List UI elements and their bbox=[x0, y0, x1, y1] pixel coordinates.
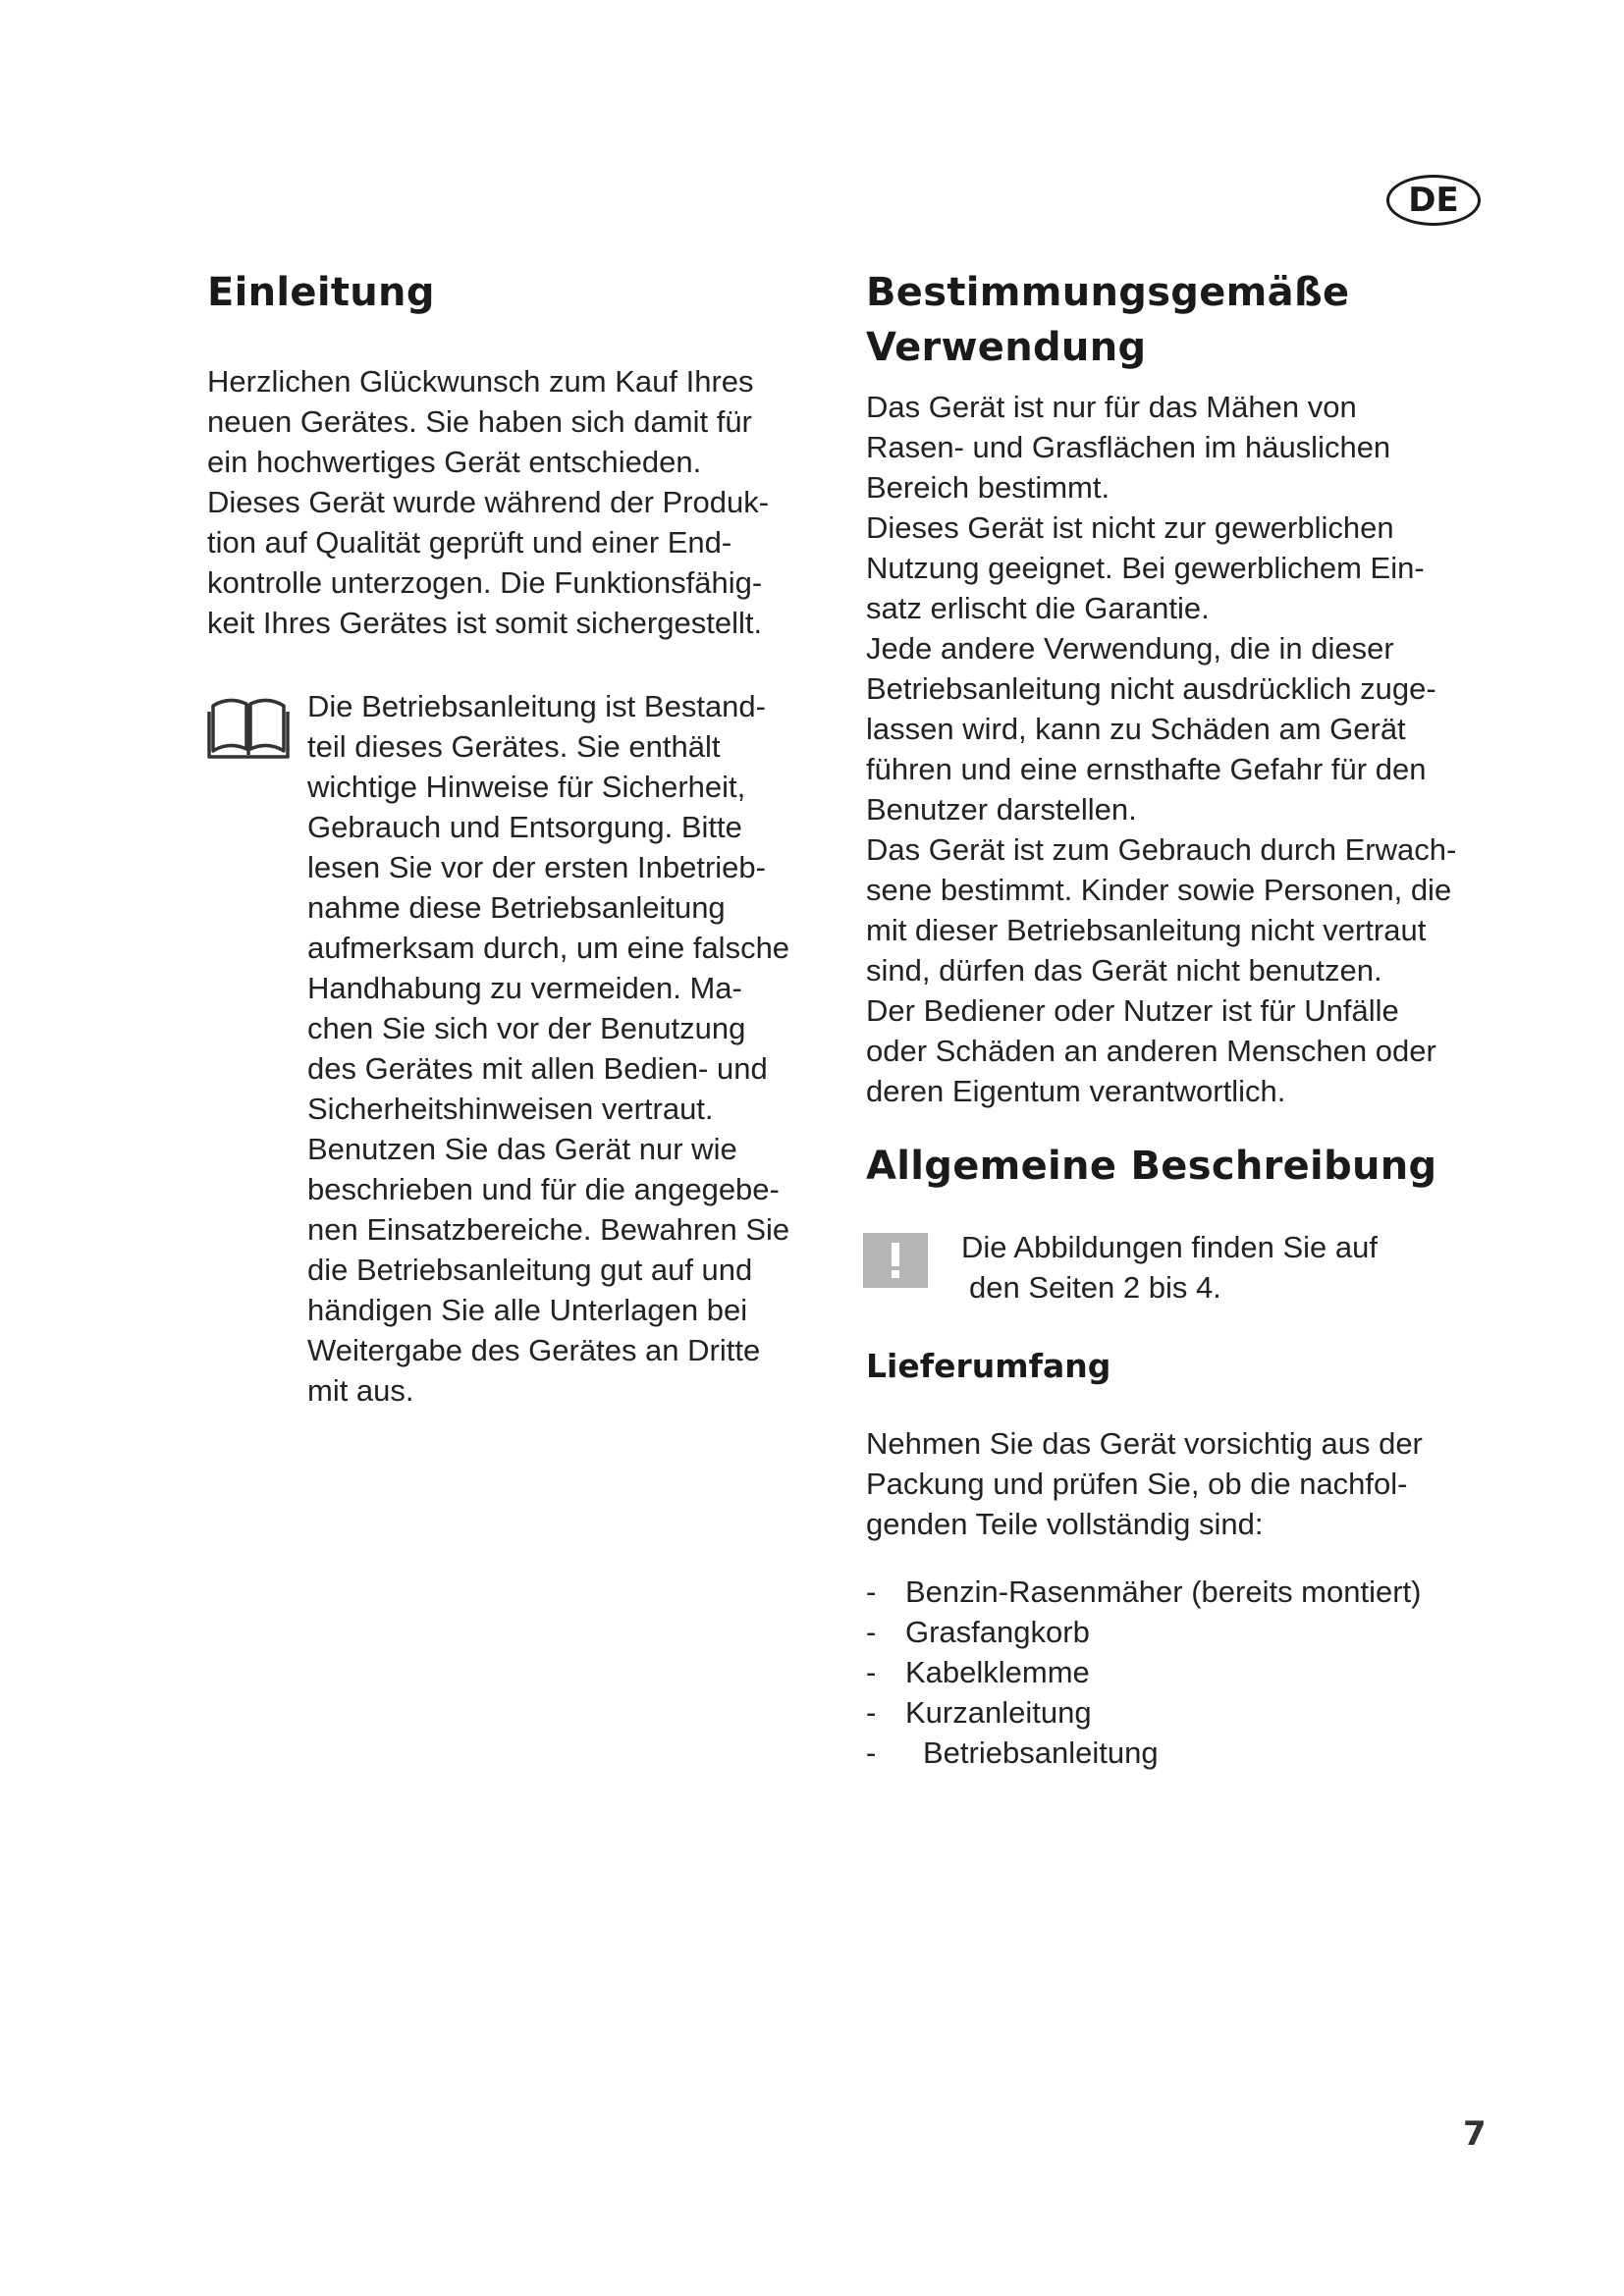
text-line: keit Ihres Gerätes ist somit sichergestellt. bbox=[207, 606, 763, 640]
text-line: mit dieser Betriebsanleitung nicht vertraut bbox=[866, 913, 1427, 947]
heading-line: Bestimmungsgemäße bbox=[866, 270, 1350, 315]
text-line: neuen Gerätes. Sie haben sich damit für bbox=[207, 404, 752, 439]
figures-note bbox=[866, 1227, 1494, 1308]
text-line: Benutzer darstellen. bbox=[866, 792, 1137, 827]
text-line: teil dieses Gerätes. Sie enthält bbox=[307, 729, 721, 764]
intro-paragraph bbox=[207, 361, 836, 643]
list-item-label: Grasfangkorb bbox=[905, 1615, 1090, 1649]
text-line: des Gerätes mit allen Bedien- und bbox=[307, 1051, 768, 1086]
text-line: chen Sie sich vor der Benutzung bbox=[307, 1011, 746, 1045]
list-dash: - bbox=[866, 1655, 877, 1689]
text-line: Jede andere Verwendung, die in dieser bbox=[866, 631, 1394, 666]
text-line: sind, dürfen das Gerät nicht benutzen. bbox=[866, 953, 1382, 988]
heading-line: Verwendung bbox=[866, 325, 1147, 370]
text-line: kontrolle unterzogen. Die Funktionsfähig- bbox=[207, 565, 763, 600]
list-item-label: Kurzanleitung bbox=[905, 1695, 1092, 1730]
manual-note bbox=[207, 686, 836, 1411]
right-column bbox=[866, 265, 1494, 1773]
usage-paragraph bbox=[866, 387, 1494, 1111]
text-line: Dieses Gerät ist nicht zur gewerblichen bbox=[866, 510, 1394, 545]
heading-lieferumfang: Lieferumfang bbox=[866, 1347, 1111, 1385]
text-line: Rasen- und Grasflächen im häuslichen bbox=[866, 430, 1391, 464]
text-line: genden Teile vollständig sind: bbox=[866, 1507, 1264, 1541]
text-line: satz erlischt die Garantie. bbox=[866, 591, 1210, 625]
text-line: Handhabung zu vermeiden. Ma- bbox=[307, 971, 742, 1005]
list-item-label: Betriebsanleitung bbox=[923, 1735, 1159, 1770]
text-line: nen Einsatzbereiche. Bewahren Sie bbox=[307, 1212, 790, 1247]
left-column bbox=[207, 265, 836, 1411]
text-line: nahme diese Betriebsanleitung bbox=[307, 890, 726, 925]
list-item bbox=[866, 1733, 1494, 1773]
text-line: führen und eine ernsthafte Gefahr für den bbox=[866, 752, 1427, 786]
text-line: lesen Sie vor der ersten Inbetrieb- bbox=[307, 850, 766, 884]
text-line: Das Gerät ist nur für das Mähen von bbox=[866, 390, 1357, 424]
text-line: Bereich bestimmt. bbox=[866, 470, 1110, 505]
list-item-label: Kabelklemme bbox=[905, 1655, 1090, 1689]
text-line: Nehmen Sie das Gerät vorsichtig aus der bbox=[866, 1426, 1423, 1461]
text-line: Weitergabe des Gerätes an Dritte bbox=[307, 1333, 761, 1367]
text-line: Sicherheitshinweisen vertraut. bbox=[307, 1092, 714, 1126]
language-badge: DE bbox=[1386, 175, 1481, 226]
heading-einleitung: Einleitung bbox=[207, 270, 435, 315]
text-line: die Betriebsanleitung gut auf und bbox=[307, 1253, 753, 1287]
text-line: händigen Sie alle Unterlagen bei bbox=[307, 1293, 748, 1327]
text-line: Packung und prüfen Sie, ob die nachfol- bbox=[866, 1467, 1408, 1501]
list-item bbox=[866, 1692, 1494, 1733]
exclamation-icon bbox=[863, 1233, 928, 1288]
text-line: Dieses Gerät wurde während der Produk- bbox=[207, 485, 770, 519]
text-line: Die Abbildungen finden Sie auf bbox=[961, 1230, 1378, 1264]
list-dash: - bbox=[866, 1735, 877, 1770]
text-line: Nutzung geeignet. Bei gewerblichem Ein- bbox=[866, 551, 1425, 585]
list-dash: - bbox=[866, 1615, 877, 1649]
text-line: den Seiten 2 bis 4. bbox=[969, 1270, 1221, 1305]
page-number: 7 bbox=[1463, 2114, 1487, 2154]
text-line: mit aus. bbox=[307, 1373, 414, 1408]
heading-allgemeine-beschreibung: Allgemeine Beschreibung bbox=[866, 1144, 1437, 1189]
text-line: tion auf Qualität geprüft und einer End- bbox=[207, 525, 732, 560]
text-line: Betriebsanleitung nicht ausdrücklich zuge- bbox=[866, 671, 1436, 706]
heading-bestimmung bbox=[866, 265, 1494, 375]
list-dash: - bbox=[866, 1575, 877, 1609]
text-line: beschrieben und für die angegebe- bbox=[307, 1172, 780, 1206]
list-item bbox=[866, 1652, 1494, 1692]
text-line: oder Schäden an anderen Menschen oder bbox=[866, 1034, 1436, 1068]
text-line: ein hochwertiges Gerät entschieden. bbox=[207, 445, 702, 479]
text-line: lassen wird, kann zu Schäden am Gerät bbox=[866, 712, 1406, 746]
scope-paragraph bbox=[866, 1423, 1494, 1544]
text-line: deren Eigentum verantwortlich. bbox=[866, 1074, 1286, 1108]
text-line: wichtige Hinweise für Sicherheit, bbox=[307, 770, 746, 804]
text-line: aufmerksam durch, um eine falsche bbox=[307, 931, 790, 965]
book-icon bbox=[207, 694, 290, 764]
text-line: Die Betriebsanleitung ist Bestand- bbox=[307, 689, 766, 723]
delivery-list bbox=[866, 1572, 1494, 1773]
text-line: sene bestimmt. Kinder sowie Personen, die bbox=[866, 873, 1452, 907]
text-line: Der Bediener oder Nutzer ist für Unfälle bbox=[866, 993, 1399, 1028]
list-item bbox=[866, 1572, 1494, 1612]
text-line: Benutzen Sie das Gerät nur wie bbox=[307, 1132, 737, 1166]
list-dash: - bbox=[866, 1695, 877, 1730]
list-item bbox=[866, 1612, 1494, 1652]
text-line: Gebrauch und Entsorgung. Bitte bbox=[307, 810, 742, 844]
text-line: Das Gerät ist zum Gebrauch durch Erwach- bbox=[866, 832, 1457, 867]
text-line: Herzlichen Glückwunsch zum Kauf Ihres bbox=[207, 364, 754, 399]
list-item-label: Benzin-Rasenmäher (bereits montiert) bbox=[905, 1575, 1422, 1609]
